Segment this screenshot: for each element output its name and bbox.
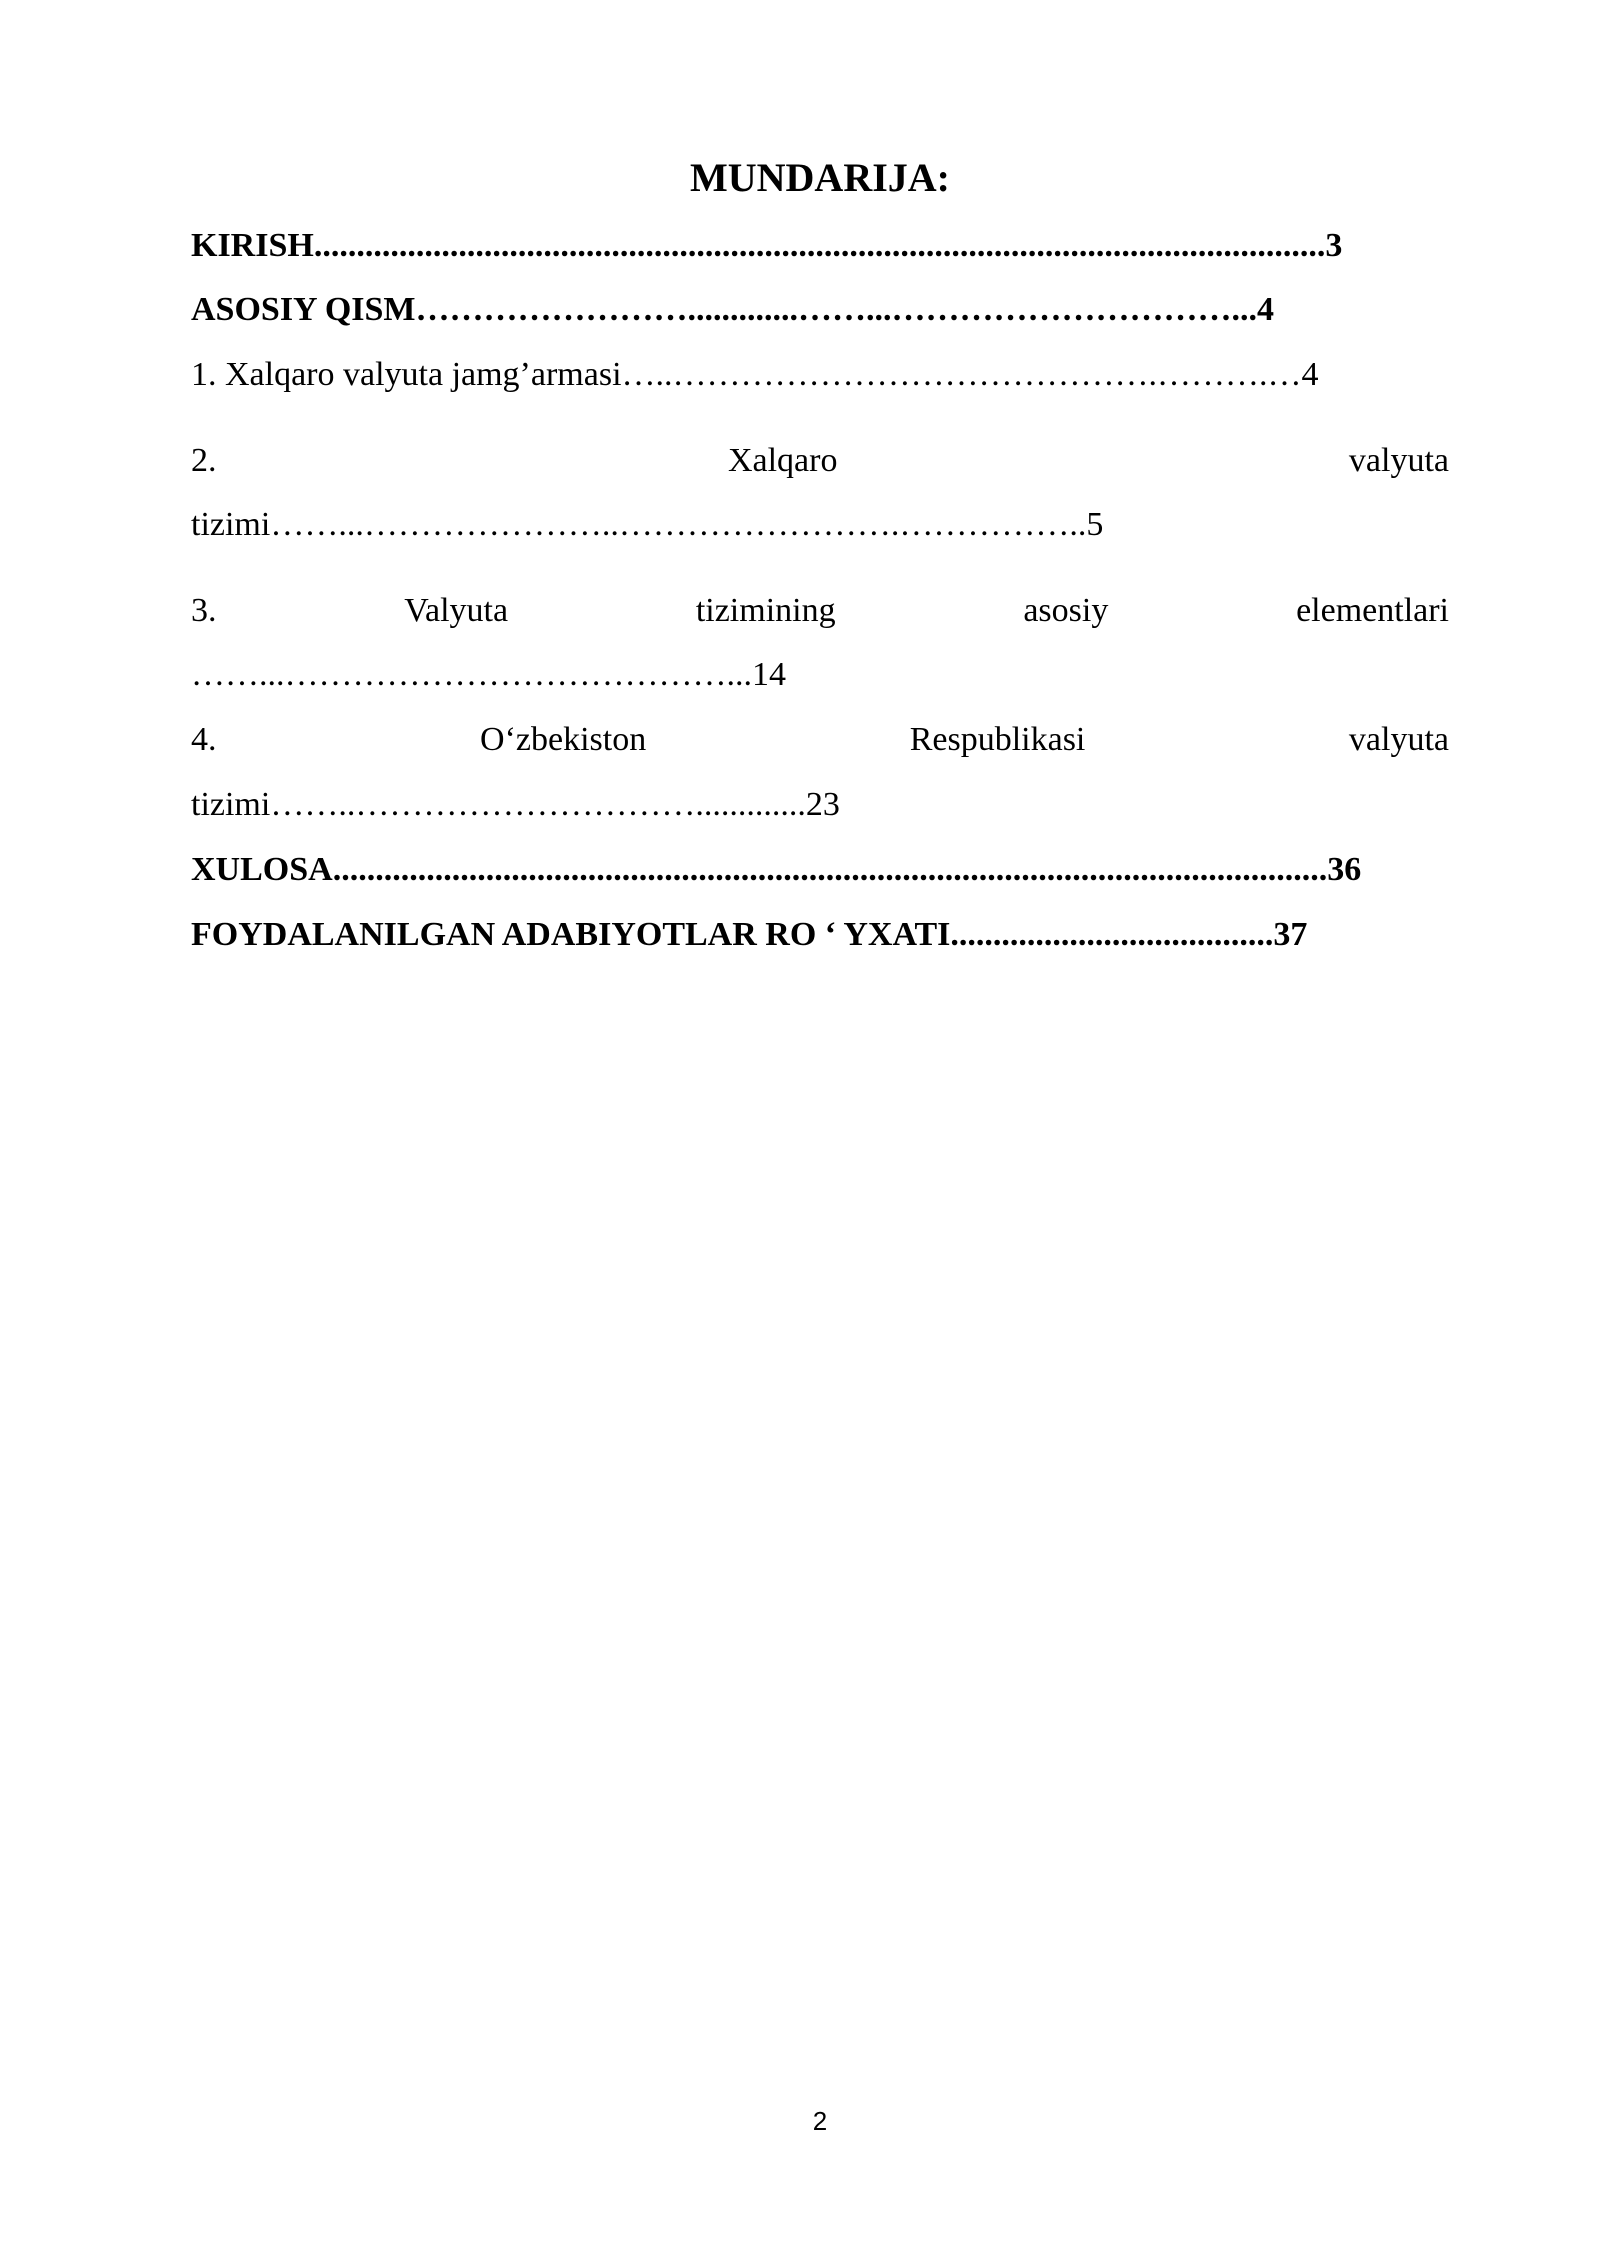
toc-title: MUNDARIJA: [690,155,950,200]
toc-entry-xulosa: XULOSA.....................................................................................................................36 [191,851,1362,888]
toc-entry-4-word: Respublikasi [909,721,1086,758]
toc-entry-4-word: O‘zbekiston [480,721,647,758]
toc-entry-3-word: elementlari [1296,592,1449,629]
toc-entry-4-line1 [191,718,1449,762]
toc-entry-3-line1 [191,589,1449,633]
toc-entry-3-word: 3. [191,592,217,629]
toc-entry-3-word: Valyuta [404,592,509,629]
toc-entry-foydalanilgan: FOYDALANILGAN ADABIYOTLAR RO ‘ YXATI......................................37 [191,916,1308,953]
toc-entry-3-word: asosiy [1023,592,1109,629]
toc-entry-2-word: Xalqaro [727,442,838,479]
toc-entry-kirish: KIRISH.......................................................................................................................3 [191,227,1343,264]
toc-entry-4-line2: tizimi……..………………………….............23 [191,786,840,823]
toc-entry-4-word: valyuta [1348,721,1449,758]
page-number: 2 [812,2106,828,2136]
toc-entry-2-word: valyuta [1348,442,1449,479]
toc-entry-3-word: tizimining [695,592,836,629]
toc-entry-3-line2: ……...…………………………………...14 [191,656,786,693]
toc-entry-asosiy-qism: ASOSIY QISM…………………….............……...…………………………...4 [191,291,1275,328]
toc-entry-2-line1 [191,439,1449,483]
toc-entry-1: 1. Xalqaro valyuta jamg’armasi…..…………………………………….……….…4 [191,356,1319,393]
toc-entry-4-word: 4. [191,721,217,758]
toc-entry-2-line2: tizimi……...…………………..…………………….……………..5 [191,506,1104,543]
toc-entry-2-word: 2. [191,442,217,479]
